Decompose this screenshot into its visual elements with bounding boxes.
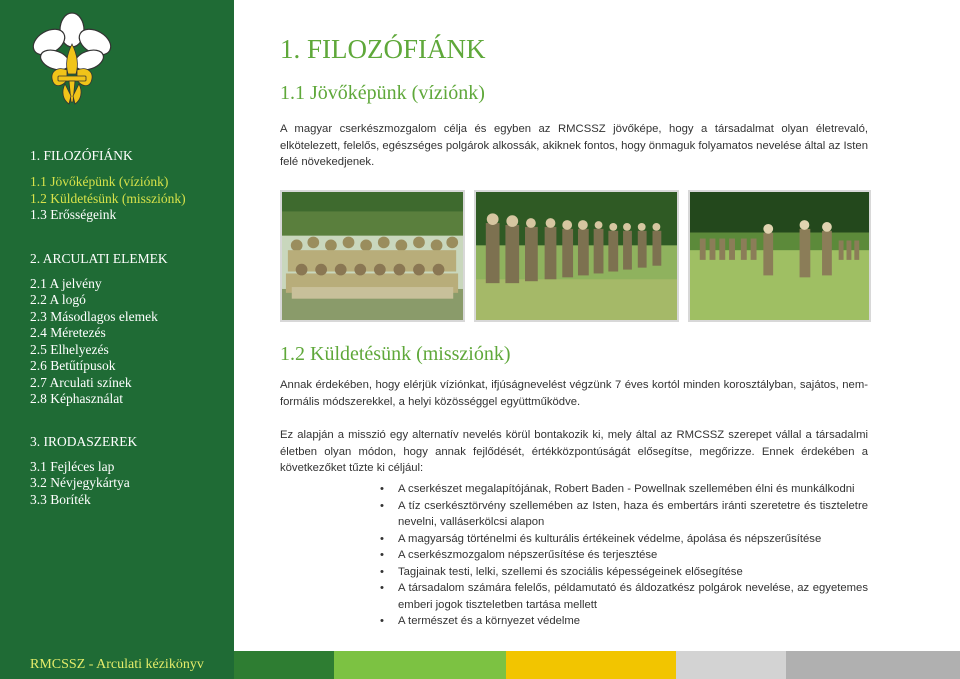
list-item-text: A cserkészet megalapítójának, Robert Baden - Powellnak szellemében élni és munkálkodni (398, 483, 855, 495)
vision-paragraph: A magyar cserkészmozgalom célja és egyben az RMCSSZ jövőképe, hogy a társadalmat olyan életrevaló, elkötelezett, felelős, egészséges polgárok alkossák, akiknek fontos, hogy önmaguk folyamatos nevelése által az Isten felé növekedjenek. (280, 123, 868, 168)
list-item (382, 613, 868, 630)
list-item-text: A társadalom számára felelős, példamutató és áldozatkész polgárok nevelése, az egyetemes emberi jogok tiszteletben tartása mellett (398, 582, 868, 611)
nav-item-nevjegykartya[interactable]: 3.2 Névjegykártya (30, 475, 130, 490)
nav-item-fejleces-lap[interactable]: 3.1 Fejléces lap (30, 458, 115, 474)
bullet-icon: • (380, 549, 384, 561)
nav-item-meretezes[interactable]: 2.4 Méretezés (30, 325, 106, 340)
nav-item-arculati-szinek[interactable]: 2.7 Arculati színek (30, 374, 132, 390)
nav-list-filozofiank (30, 174, 230, 224)
bullet-icon: • (380, 499, 384, 512)
bullet-icon: • (380, 532, 384, 545)
list-item-text: Tagjainak testi, lelki, szellemi és szociális képességeinek elősegítése (398, 565, 743, 578)
nav-list-irodaszerek (30, 459, 230, 509)
footer-color-bar-green (334, 651, 506, 679)
nav-item-kephasznalat[interactable]: 2.8 Képhasználat (30, 391, 123, 406)
list-item (382, 481, 868, 498)
bullet-icon: • (380, 582, 384, 594)
photo-strip (280, 190, 920, 326)
list-item-text: A magyarság történelmi és kulturális értékeinek védelme, ápolása és népszerűsítése (398, 532, 822, 545)
nav-item-jelveny[interactable]: 2.1 A jelvény (30, 275, 102, 291)
bullet-icon: • (380, 483, 384, 495)
scout-line-photo (474, 190, 679, 322)
mission-paragraph-1: Annak érdekében, hogy elérjük víziónkat, ifjúságnevelést végzünk 7 éves kortól minden korosztályban, sajátos, nem-formális módszerekkel, a helyi közösséggel együttműködve. (280, 379, 868, 408)
footer-color-bar-gray-light (676, 651, 786, 679)
footer-color-bar-green-dark (234, 651, 334, 679)
mission-goals-list (382, 481, 868, 630)
list-item-text: A tíz cserkésztörvény szellemében az Isten, haza és embertárs iránti szeretetre és tiszteletre nevelni, valláserkölcsi alapon (398, 499, 868, 528)
list-item (382, 580, 868, 613)
nav-item-kuldetesunk[interactable]: 1.2 Küldetésünk (missziónk) (30, 190, 186, 206)
nav-item-betutipusok[interactable]: 2.6 Betűtípusok (30, 358, 116, 373)
scout-group-photo (280, 190, 465, 322)
list-item (382, 564, 868, 581)
sidebar (0, 0, 234, 679)
sidebar-footer-text: RMCSSZ - Arculati kézikönyv (30, 657, 204, 672)
nav-item-jovokepunk[interactable]: 1.1 Jövőképünk (víziónk) (30, 174, 169, 189)
nav-section-irodaszerek[interactable]: 3. IRODASZEREK (30, 433, 138, 449)
section-heading-jovokepunk: 1.1 Jövőképünk (víziónk) (280, 82, 485, 104)
bullet-icon: • (380, 565, 384, 578)
sidebar-navigation (30, 148, 230, 508)
mission-paragraph-2: Ez alapján a misszió egy alternatív nevelés körül bontakozik ki, mely által az RMCSSZ szerepet vállal a társadalmi életben olyan módon, hogy annak fejlődését, értékközpontúságát elősegítse, megőrizze. Ennek érdekében a következőket tűzte ki céljául: (280, 429, 868, 474)
list-item (382, 498, 868, 531)
nav-item-erossegeink[interactable]: 1.3 Erősségeink (30, 207, 117, 222)
footer-color-bar-gray (786, 651, 960, 679)
scout-lily-logo-icon (27, 10, 117, 110)
nav-section-filozofiank[interactable]: 1. FILOZÓFIÁNK (30, 148, 133, 163)
nav-item-boritek[interactable]: 3.3 Boríték (30, 491, 91, 507)
nav-item-masodlagos-elemek[interactable]: 2.3 Másodlagos elemek (30, 308, 158, 324)
list-item (382, 547, 868, 564)
list-item (382, 531, 868, 548)
bullet-icon: • (380, 615, 384, 627)
scout-camp-photo (688, 190, 871, 322)
section-heading-kuldetesunk: 1.2 Küldetésünk (missziónk) (280, 343, 511, 365)
list-item-text: A természet és a környezet védelme (398, 615, 581, 627)
footer-color-bar-yellow (506, 651, 676, 679)
page-title: 1. FILOZÓFIÁNK (280, 34, 486, 64)
list-item-text: A cserkészmozgalom népszerűsítése és terjesztése (398, 549, 658, 561)
nav-list-arculati-elemek (30, 276, 230, 408)
nav-item-elhelyezes[interactable]: 2.5 Elhelyezés (30, 341, 109, 357)
nav-item-logo[interactable]: 2.2 A logó (30, 292, 86, 307)
nav-section-arculati-elemek[interactable]: 2. ARCULATI ELEMEK (30, 250, 168, 266)
